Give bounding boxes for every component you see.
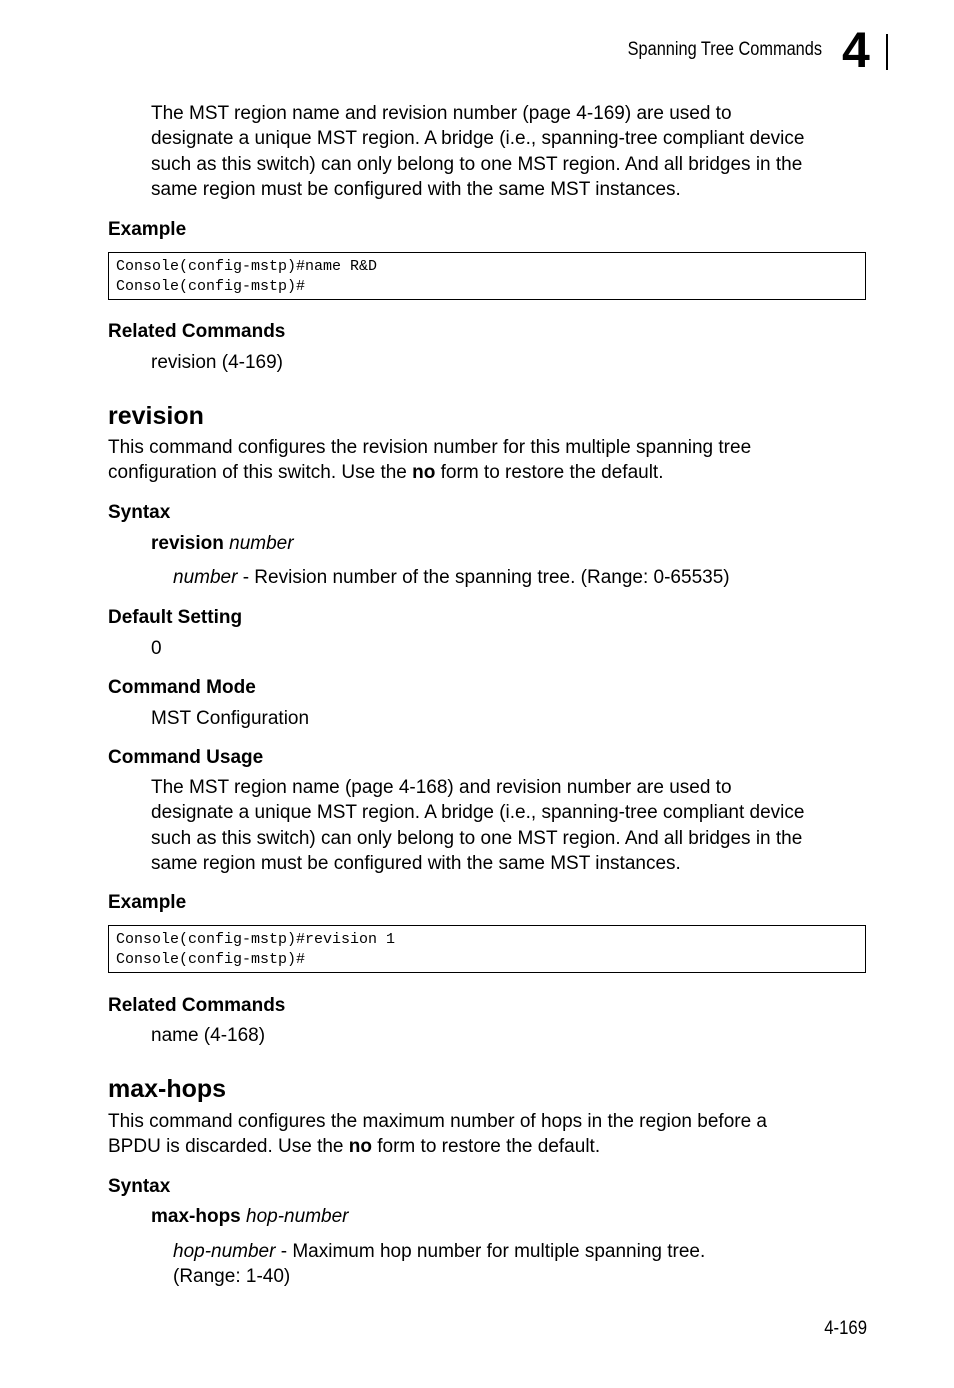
command-usage-heading: Command Usage — [108, 747, 264, 768]
text-line: such as this switch) can only belong to one MST region. And all bridges in the — [151, 827, 803, 849]
text-line: This command configures the revision number for this multiple spanning tree — [108, 437, 752, 458]
parameter-range: (Range: 1-40) — [173, 1266, 291, 1288]
syntax-heading: Syntax — [108, 1176, 171, 1197]
revision-description — [108, 435, 868, 486]
text-line: same region must be configured with the same MST instances. — [151, 178, 681, 200]
text-line: This command configures the maximum number of hops in the region before a — [108, 1111, 767, 1132]
command-mode-value: MST Configuration — [151, 708, 310, 729]
text-line: such as this switch) can only belong to one MST region. And all bridges in the — [151, 153, 803, 175]
code-line: Console(config-mstp)#name R&D — [116, 258, 378, 275]
command-mode-heading: Command Mode — [108, 677, 256, 698]
intro-paragraph — [151, 101, 871, 202]
text-line — [173, 1239, 873, 1264]
default-value: 0 — [151, 638, 162, 659]
running-header-title: Spanning Tree Commands — [627, 39, 822, 60]
command-usage-paragraph — [151, 775, 871, 876]
syntax-argument: number — [229, 533, 294, 554]
parameter-name: number — [173, 567, 238, 588]
max-hops-description — [108, 1109, 868, 1160]
syntax-command: max-hops — [151, 1206, 241, 1227]
example-heading: Example — [108, 892, 187, 913]
text-line — [108, 1134, 868, 1159]
code-line: Console(config-mstp)# — [116, 950, 306, 968]
keyword-no: no — [412, 462, 436, 484]
chapter-number: 4 — [842, 22, 870, 78]
text-fragment: form to restore the default. — [371, 1136, 601, 1158]
command-title-revision: revision — [108, 402, 204, 430]
related-command-link: name (4-168) — [151, 1025, 266, 1046]
syntax-argument: hop-number — [246, 1206, 349, 1227]
syntax-heading: Syntax — [108, 502, 171, 523]
text-line: The MST region name and revision number (page 4-169) are used to — [151, 103, 732, 124]
parameter-text: - Revision number of the spanning tree. (Range: 0-65535) — [237, 567, 730, 588]
text-line: designate a unique MST region. A bridge (i.e., spanning-tree compliant device — [151, 802, 805, 824]
parameter-text: - Maximum hop number for multiple spanning tree. — [275, 1241, 706, 1262]
default-setting-heading: Default Setting — [108, 607, 243, 628]
keyword-no: no — [348, 1136, 372, 1158]
syntax-line — [151, 1204, 871, 1229]
page-number: 4-169 — [824, 1318, 867, 1339]
text-fragment: form to restore the default. — [435, 462, 664, 484]
related-commands-heading: Related Commands — [108, 321, 286, 342]
text-fragment: configuration of this switch. Use the — [108, 462, 413, 484]
text-line: The MST region name (page 4-168) and revision number are used to — [151, 777, 732, 798]
text-fragment: BPDU is discarded. Use the — [108, 1136, 349, 1158]
code-example-box — [108, 252, 866, 300]
syntax-line — [151, 531, 871, 556]
example-heading: Example — [108, 219, 187, 240]
command-title-max-hops: max-hops — [108, 1075, 227, 1103]
text-line: same region must be configured with the same MST instances. — [151, 852, 681, 874]
related-command-link: revision (4-169) — [151, 352, 283, 373]
syntax-command: revision — [151, 533, 224, 554]
chapter-marker-bar — [886, 34, 888, 70]
parameter-description — [173, 1239, 873, 1290]
parameter-description — [173, 565, 873, 590]
code-line: Console(config-mstp)#revision 1 — [116, 931, 396, 948]
parameter-name: hop-number — [173, 1241, 276, 1262]
text-line: designate a unique MST region. A bridge (i.e., spanning-tree compliant device — [151, 128, 805, 150]
related-commands-heading: Related Commands — [108, 995, 286, 1016]
code-line: Console(config-mstp)# — [116, 277, 306, 295]
code-example-box — [108, 925, 866, 973]
text-line — [108, 460, 868, 485]
